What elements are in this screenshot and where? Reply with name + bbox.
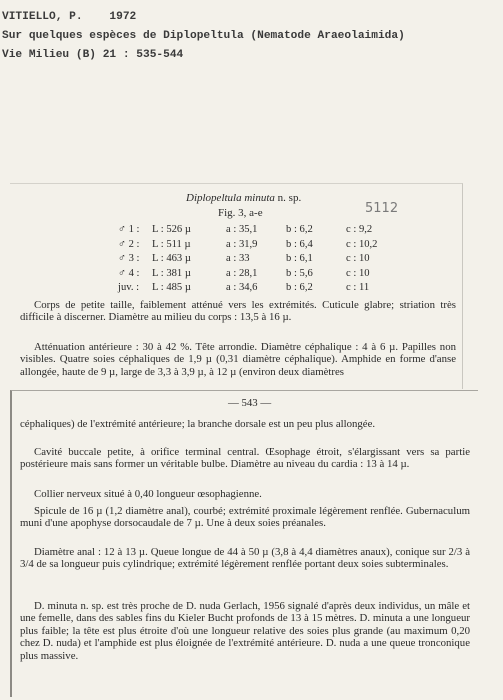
ratio-c-value: c : 10 (346, 267, 370, 279)
ratio-b-value: b : 5,6 (286, 267, 313, 279)
ratio-b-value: b : 6,2 (286, 282, 313, 293)
specimen-label: ♂ 4 : (118, 267, 140, 279)
body-paragraph: Diamètre anal : 12 à 13 µ. Queue longue de 44 à 50 µ (3,8 à 4,4 diamètres anaux), conique sur 2/3 à 3/4 de sa longueur puis cylindrique; extrémité légèrement renflée portant deux soies subterminales. (20, 546, 470, 571)
species-name: Diplopeltula minuta (186, 192, 275, 204)
specimen-label: juv. : (118, 282, 140, 293)
citation-header (2, 8, 501, 65)
ratio-a-value: a : 31,9 (226, 238, 258, 250)
ratio-b-value: b : 6,4 (286, 238, 313, 250)
ratio-b-value: b : 6,2 (286, 224, 313, 235)
figure-reference: Fig. 3, a-e (218, 207, 263, 219)
ratio-c-value: c : 10 (346, 253, 370, 264)
citation-title: Sur quelques espèces de Diplopeltula (Nematode Araeolaimida) (2, 30, 405, 42)
body-paragraph: D. minuta n. sp. est très proche de D. nuda Gerlach, 1956 signalé d'après deux individus, un mâle et une femelle, dans des sables fins du Kieler Bucht profonds de 13 à 15 mètres. D. minuta a une longueur plus faible; la tête est plus étroite d'où une longueur relative des soies plus grande (au maximum 0,20 chez D. nuda) et l'amphide est plus éloignée de l'extrémité antérieure. D. nuda a une queue tronconique plus massive. (20, 600, 470, 662)
handwritten-number: 5112 (365, 201, 399, 216)
length-value: L : 463 µ (152, 253, 191, 264)
body-paragraph: Corps de petite taille, faiblement atténué vers les extrémités. Cuticule glabre; striation très difficile à discerner. Diamètre au milieu du corps : 13,5 à 16 µ. (20, 299, 456, 324)
citation-author-year: VITIELLO, P. 1972 (2, 11, 137, 23)
body-paragraph: Collier nerveux situé à 0,40 longueur œsophagienne. (34, 488, 262, 500)
length-value: L : 526 µ (152, 224, 191, 235)
ratio-a-value: a : 28,1 (226, 267, 258, 279)
specimen-label: ♂ 3 : (118, 253, 140, 264)
ratio-a-value: a : 34,6 (226, 282, 258, 293)
measurement-row (118, 282, 438, 297)
page-number: — 543 — (228, 397, 272, 409)
body-paragraph: céphaliques) de l'extrémité antérieure; la branche dorsale est un peu plus allongée. (20, 418, 376, 430)
body-paragraph: Atténuation antérieure : 30 à 42 %. Tête arrondie. Diamètre céphalique : 4 à 6 µ. Papilles non visibles. Quatre soies céphaliques de 1,9 µ (0,31 diamètre céphalique). Amphide en forme d'anse allongée, haute de 9 µ, large de 3,3 à 3,9 µ, à 12 µ (environ deux diamètres (20, 341, 456, 378)
body-paragraph: Cavité buccale petite, à orifice terminal central. Œsophage étroit, s'élargissant vers sa partie postérieure mais sans former un véritable bulbe. Diamètre au niveau du cardia : 13 à 14 µ. (20, 446, 470, 471)
ratio-c-value: c : 9,2 (346, 224, 373, 235)
body-paragraph: Spicule de 16 µ (1,2 diamètre anal), courbé; extrémité proximale légèrement renflée. Gubernaculum muni d'une apophyse dorsocaudale de 7 µ. Une à deux soies préanales. (20, 505, 470, 530)
measurements-table (118, 224, 438, 297)
ratio-a-value: a : 33 (226, 253, 250, 264)
species-suffix: n. sp. (274, 192, 302, 204)
ratio-b-value: b : 6,1 (286, 253, 313, 264)
measurement-row (118, 253, 438, 268)
ratio-a-value: a : 35,1 (226, 224, 258, 235)
measurement-row (118, 239, 438, 254)
length-value: L : 511 µ (152, 238, 191, 250)
ratio-c-value: c : 10,2 (346, 238, 378, 250)
species-title (186, 192, 301, 204)
measurement-row (118, 224, 438, 239)
length-value: L : 485 µ (152, 282, 191, 293)
length-value: L : 381 µ (152, 267, 191, 279)
specimen-label: ♂ 2 : (118, 238, 140, 250)
citation-journal: Vie Milieu (B) 21 : 535-544 (2, 49, 184, 61)
specimen-label: ♂ 1 : (118, 224, 140, 235)
measurement-row (118, 268, 438, 283)
ratio-c-value: c : 11 (346, 282, 370, 293)
